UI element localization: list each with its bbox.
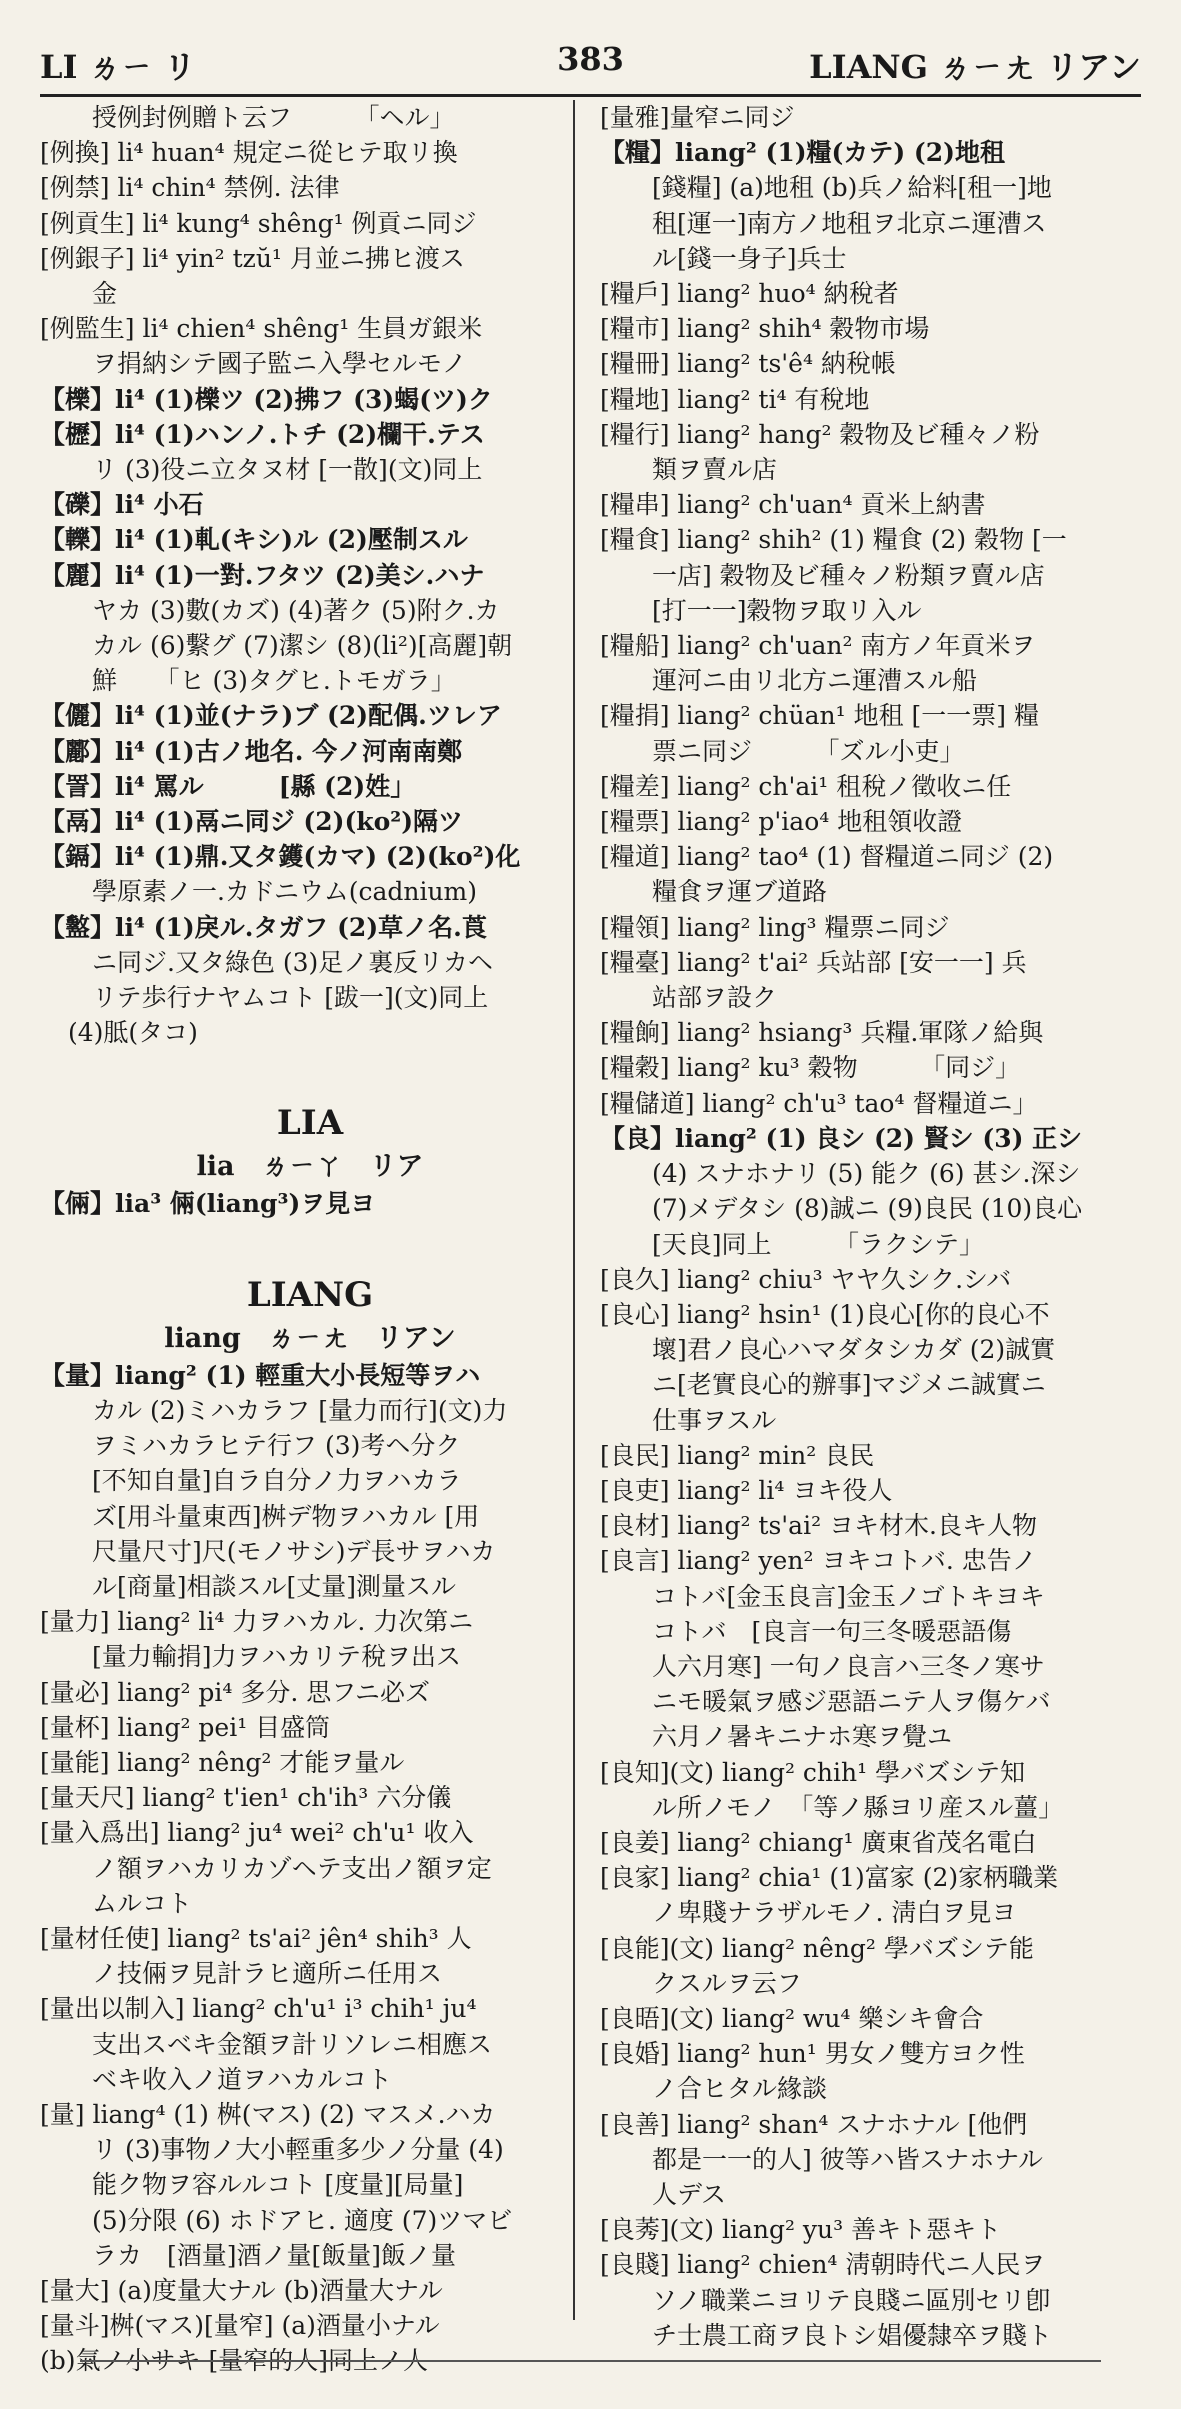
entry-line: 人デス [652, 2179, 727, 2209]
entry-line: 人六月寒] 一句ノ良言ハ三冬ノ寒サ [652, 1651, 1045, 1681]
entry-line: [良言] liang² yen² ヨキコトバ. 忠告ノ [600, 1546, 1037, 1576]
headword-entry: 【良】liang² (1) 良シ (2) 賢シ (3) 正シ [600, 1123, 1083, 1153]
section-gap [40, 1050, 580, 1098]
entry-line: [糧戶] liang² huo⁴ 納稅者 [600, 279, 899, 309]
entry-line: [量雅]量窄ニ同ジ [600, 103, 795, 132]
entry-line: [不知自量]自ラ自分ノ力ヲハカラ [92, 1466, 462, 1496]
entry-line: [良家] liang² chia¹ (1)富家 (2)家柄職業 [600, 1863, 1059, 1893]
section-heading: LIANG [246, 1274, 374, 1315]
entry-line: ヲミハカラヒテ行フ (3)考ヘ分ク [92, 1431, 461, 1461]
headword-entry: 【鬲】li⁴ (1)鬲ニ同ジ (2)(ko²)隔ツ [40, 807, 464, 837]
page-number: 383 [557, 40, 624, 78]
entry-line: (b)氣ノ小サキ [量窄的人]同上ノ人 [40, 2346, 428, 2376]
headword-entry: 【礫】li⁴ 小石 [40, 490, 204, 520]
right-column [600, 100, 1140, 2353]
entry-line: [良材] liang² ts'ai² ヨキ材木.良キ人物 [600, 1511, 1037, 1541]
entry-line: [良知](文) liang² chih¹ 學バズシテ知 [600, 1757, 1026, 1787]
entry-line: [例監生] li⁴ chien⁴ shêng¹ 生員ガ銀米 [40, 314, 483, 344]
section-gap [40, 1222, 580, 1270]
entry-line: [良姜] liang² chiang¹ 廣東省茂名電白 [600, 1827, 1037, 1857]
page-header [40, 34, 1141, 97]
entry-line: 尺量尺寸]尺(モノサシ)デ長サヲハカ [92, 1536, 496, 1566]
headword-entry: 【轢】li⁴ (1)軋(キシ)ル (2)壓制スル [40, 525, 468, 555]
entry-line: [量斗]桝(マス)[量窄] (a)酒量小ナル [40, 2311, 440, 2341]
entry-line: [量必] liang² pi⁴ 多分. 思フニ必ズ [40, 1677, 431, 1707]
entry-line: 類ヲ賣ル店 [652, 455, 778, 485]
headword-entry: 【麗】li⁴ (1)一對.フタツ (2)美シ.ハナ [40, 560, 485, 590]
entry-line: ムルコト [92, 1888, 193, 1918]
entry-line: チ士農工商ヲ良トシ娼優隸卒ヲ賤ト [652, 2320, 1053, 2350]
entry-line: 仕事ヲスル [652, 1405, 777, 1435]
entry-line: [良莠](文) liang² yu³ 善キト惡キト [600, 2215, 1002, 2245]
entry-line: 租[運一]南方ノ地租ヲ北京ニ運漕ス [652, 208, 1047, 238]
entry-line: (7)メデタシ (8)誠ニ (9)良民 (10)良心 [652, 1194, 1083, 1224]
entry-line: 糧食ヲ運ブ道路 [652, 877, 828, 907]
entry-line: 授例封例贈ト云フ 「ヘル」 [92, 103, 455, 132]
entry-line: 六月ノ暑キニナホ寒ヲ覺ユ [652, 1722, 953, 1752]
entry-line: ル所ノモノ 「等ノ縣ヨリ産スル薑」 [652, 1792, 1064, 1822]
headword-entry: 【櫪】li⁴ (1)ハンノ.トチ (2)欄干.テス [40, 419, 485, 449]
entry-line: [糧地] liang² ti⁴ 有稅地 [600, 384, 870, 414]
entry-line: [良久] liang² chiu³ ヤヤ久シク.シバ [600, 1264, 1012, 1294]
entry-line: ノ技倆ヲ見計ラヒ適所ニ任用ス [92, 1959, 443, 1989]
section-subheading: liang ㄌㄧㄤ リアン [164, 1322, 456, 1354]
entry-line: [量大] (a)度量大ナル (b)酒量大ナル [40, 2275, 443, 2305]
entry-line: 站部ヲ設ク [652, 983, 778, 1013]
entry-line: ベキ收入ノ道ヲハカルコト [92, 2064, 393, 2094]
entry-line: [糧捐] liang² chüan¹ 地租 [一一票] 糧 [600, 701, 1040, 731]
entry-line: [糧道] liang² tao⁴ (1) 督糧道ニ同ジ (2) [600, 842, 1054, 872]
headword-entry: 【糧】liang² (1)糧(カテ) (2)地租 [600, 138, 1005, 168]
entry-line: 一店] 穀物及ビ種々ノ粉類ヲ賣ル店 [652, 560, 1045, 590]
entry-line: ニモ暖氣ヲ感ジ惡語ニテ人ヲ傷ケバ [652, 1687, 1051, 1717]
entry-line: (5)分限 (6) ホドアヒ. 適度 (7)ツマビ [92, 2205, 513, 2235]
entry-line: [例貢生] li⁴ kung⁴ shêng¹ 例貢ニ同ジ [40, 208, 477, 238]
entry-line: [量材任使] liang² ts'ai² jên⁴ shih³ 人 [40, 1923, 472, 1953]
entry-line: [糧食] liang² shih² (1) 糧食 (2) 穀物 [一 [600, 525, 1067, 555]
left-column [40, 100, 580, 2379]
section-heading: LIA [276, 1103, 344, 1144]
entry-line: [糧臺] liang² t'ai² 兵站部 [安一一] 兵 [600, 947, 1027, 977]
entry-line: 能ク物ヲ容ルルコト [度量][局量] [92, 2170, 464, 2200]
headword-entry: 【倆】lia³ 倆(liang³)ヲ見ヨ [40, 1189, 376, 1219]
entry-line: [打一一]穀物ヲ取リ入ル [652, 595, 922, 625]
entry-line: [良賤] liang² chien⁴ 淸朝時代ニ人民ヲ [600, 2250, 1046, 2280]
entry-line: [糧票] liang² p'iao⁴ 地租領收證 [600, 807, 963, 837]
entry-line: カル (2)ミハカラフ [量力而行](文)力 [92, 1395, 508, 1425]
entry-line: ノ卑賤ナラザルモノ. 淸白ヲ見ヨ [652, 1898, 1017, 1928]
entry-line: [糧餉] liang² hsiang³ 兵糧.軍隊ノ給與 [600, 1018, 1044, 1048]
entry-line: [良善] liang² shan⁴ スナホナル [他們 [600, 2109, 1028, 2139]
entry-line: [糧市] liang² shih⁴ 穀物市場 [600, 314, 930, 344]
entry-line: [良吏] liang² li⁴ ヨキ役人 [600, 1475, 893, 1505]
entry-line: [良民] liang² min² 良民 [600, 1440, 875, 1470]
entry-line: 學原素ノ一.カドニウム(cadnium) [92, 877, 478, 907]
entry-line: [糧領] liang² ling³ 糧票ニ同ジ [600, 912, 950, 942]
entry-line: [天良]同上 「ラクシテ」 [652, 1229, 985, 1259]
entry-line: コトバ[金玉良言]金玉ノゴトキヨキ [652, 1581, 1045, 1611]
entry-line: [例銀子] li⁴ yin² tzŭ¹ 月並ニ拂ヒ渡ス [40, 243, 465, 273]
column-divider [573, 100, 575, 2320]
entry-line: カル (6)繫グ (7)潔シ (8)(li²)[高麗]朝 [92, 631, 513, 661]
entry-line: [例換] li⁴ huan⁴ 規定ニ從ヒテ取リ換 [40, 138, 458, 168]
entry-line: [良能](文) liang² nêng² 學バズシテ能 [600, 1933, 1034, 1963]
headword-entry: 【鎘】li⁴ (1)鼎.又タ鑊(カマ) (2)(ko²)化 [40, 842, 521, 872]
entry-line: ノ合ヒタル緣談 [652, 2074, 828, 2104]
entry-line: [糧差] liang² ch'ai¹ 租稅ノ徵收ニ任 [600, 771, 1012, 801]
entry-line: ヤカ (3)數(カズ) (4)著ク (5)附ク.カ [92, 595, 500, 625]
entry-line: [糧行] liang² hang² 穀物及ビ種々ノ粉 [600, 419, 1040, 449]
entry-line: [良晤](文) liang² wu⁴ 樂シキ會合 [600, 2003, 984, 2033]
entry-line: ラカ [酒量]酒ノ量[飯量]飯ノ量 [92, 2240, 457, 2270]
entry-line: (4) スナホナリ (5) 能ク (6) 甚シ.深シ [652, 1159, 1081, 1189]
entry-line: [量出以制入] liang² ch'u¹ i³ chih¹ ju⁴ [40, 1994, 477, 2024]
entry-line: [糧穀] liang² ku³ 穀物 「同ジ」 [600, 1053, 1021, 1083]
headword-entry: 【酈】li⁴ (1)古ノ地名. 今ノ河南南鄭 [40, 736, 463, 766]
header-left: LI ㄌㄧ リ [40, 48, 196, 86]
entry-line: クスルヲ云フ [652, 1968, 802, 1998]
entry-line: 運河ニ由リ北方ニ運漕スル船 [652, 666, 978, 696]
entry-line: ズ[用斗量東西]桝デ物ヲハカル [用 [92, 1501, 480, 1531]
entry-line: [量杯] liang² pei¹ 目盛筒 [40, 1712, 331, 1742]
entry-line: 壞]君ノ良心ハマダタシカダ (2)誠實 [652, 1335, 1056, 1365]
headword-entry: 【詈】li⁴ 罵ル [縣 (2)姓」 [40, 771, 416, 801]
entry-line: リ (3)役ニ立タヌ材 [一散](文)同上 [92, 455, 483, 485]
entry-line: ヲ捐納シテ國子監ニ入學セルモノ [92, 349, 467, 379]
entry-line: ニ同ジ.又タ綠色 (3)足ノ裏反リカヘ [92, 947, 494, 977]
headword-entry: 【櫟】li⁴ (1)櫟ツ (2)拂フ (3)蝎(ツ)ク [40, 384, 493, 414]
entry-line: ソノ職業ニヨリテ良賤ニ區別セリ卽 [652, 2285, 1051, 2315]
entry-line: リテ歩行ナヤムコト [跋一](文)同上 [92, 983, 489, 1013]
entry-line: [量入爲出] liang² ju⁴ wei² ch'u¹ 收入 [40, 1818, 474, 1848]
entry-line: コトバ [良言一句三冬暖惡語傷 [652, 1616, 1012, 1646]
entry-line: [糧儲道] liang² ch'u³ tao⁴ 督糧道ニ」 [600, 1088, 1038, 1118]
entry-line: [良心] liang² hsin¹ (1)良心[你的良心不 [600, 1299, 1050, 1329]
entry-line: (4)胝(タコ) [68, 1018, 198, 1048]
entry-line: 票ニ同ジ 「ズル小吏」 [652, 736, 965, 766]
entry-line: [量能] liang² nêng² 才能ヲ量ル [40, 1747, 405, 1777]
entry-line: [糧冊] liang² ts'ê⁴ 納稅帳 [600, 349, 896, 379]
entry-line: ニ[老實良心的辦事]マジメニ誠實ニ [652, 1370, 1046, 1400]
entry-line: [例禁] li⁴ chin⁴ 禁例. 法律 [40, 173, 340, 203]
entry-line: ノ額ヲハカリカゾヘテ支出ノ額ヲ定 [92, 1853, 492, 1883]
entry-line: 都是一一的人] 彼等ハ皆スナホナル [652, 2144, 1043, 2174]
entry-line: [糧串] liang² ch'uan⁴ 貢米上納書 [600, 490, 986, 520]
section-subheading: lia ㄌㄧㄚ リア [196, 1151, 424, 1183]
entry-line: [量天尺] liang² t'ien¹ ch'ih³ 六分儀 [40, 1783, 452, 1813]
entry-line: [量] liang⁴ (1) 桝(マス) (2) マスメ.ハカ [40, 2099, 496, 2129]
footer-rule [80, 2360, 1101, 2362]
entry-line: [量力] liang² li⁴ 力ヲハカル. 力次第ニ [40, 1607, 474, 1637]
entry-line: リ (3)事物ノ大小輕重多少ノ分量 (4) [92, 2135, 504, 2165]
entry-line: ル[錢一身子]兵士 [652, 243, 847, 273]
headword-entry: 【盭】li⁴ (1)戾ル.タガフ (2)草ノ名.莨 [40, 912, 487, 942]
entry-line: [錢糧] (a)地租 (b)兵ノ給料[租一]地 [652, 173, 1052, 203]
entry-line: [良婚] liang² hun¹ 男女ノ雙方ヨク性 [600, 2039, 1025, 2069]
header-right: LIANG ㄌㄧㄤ リアン [809, 48, 1141, 86]
headword-entry: 【量】liang² (1) 輕重大小長短等ヲハ [40, 1360, 481, 1390]
entry-line: 金 [92, 279, 118, 309]
headword-entry: 【儷】li⁴ (1)並(ナラ)ブ (2)配偶.ツレア [40, 701, 502, 731]
entry-line: [糧船] liang² ch'uan² 南方ノ年貢米ヲ [600, 631, 1036, 661]
entry-line: 鮮 「ヒ (3)タグヒ.トモガラ」 [92, 666, 456, 696]
entry-line: 支出スベキ金額ヲ計リソレニ相應ス [92, 2029, 493, 2059]
entry-line: [量力輸捐]力ヲハカリテ稅ヲ出ス [92, 1642, 462, 1672]
entry-line: ル[商量]相談スル[丈量]測量スル [92, 1571, 457, 1601]
